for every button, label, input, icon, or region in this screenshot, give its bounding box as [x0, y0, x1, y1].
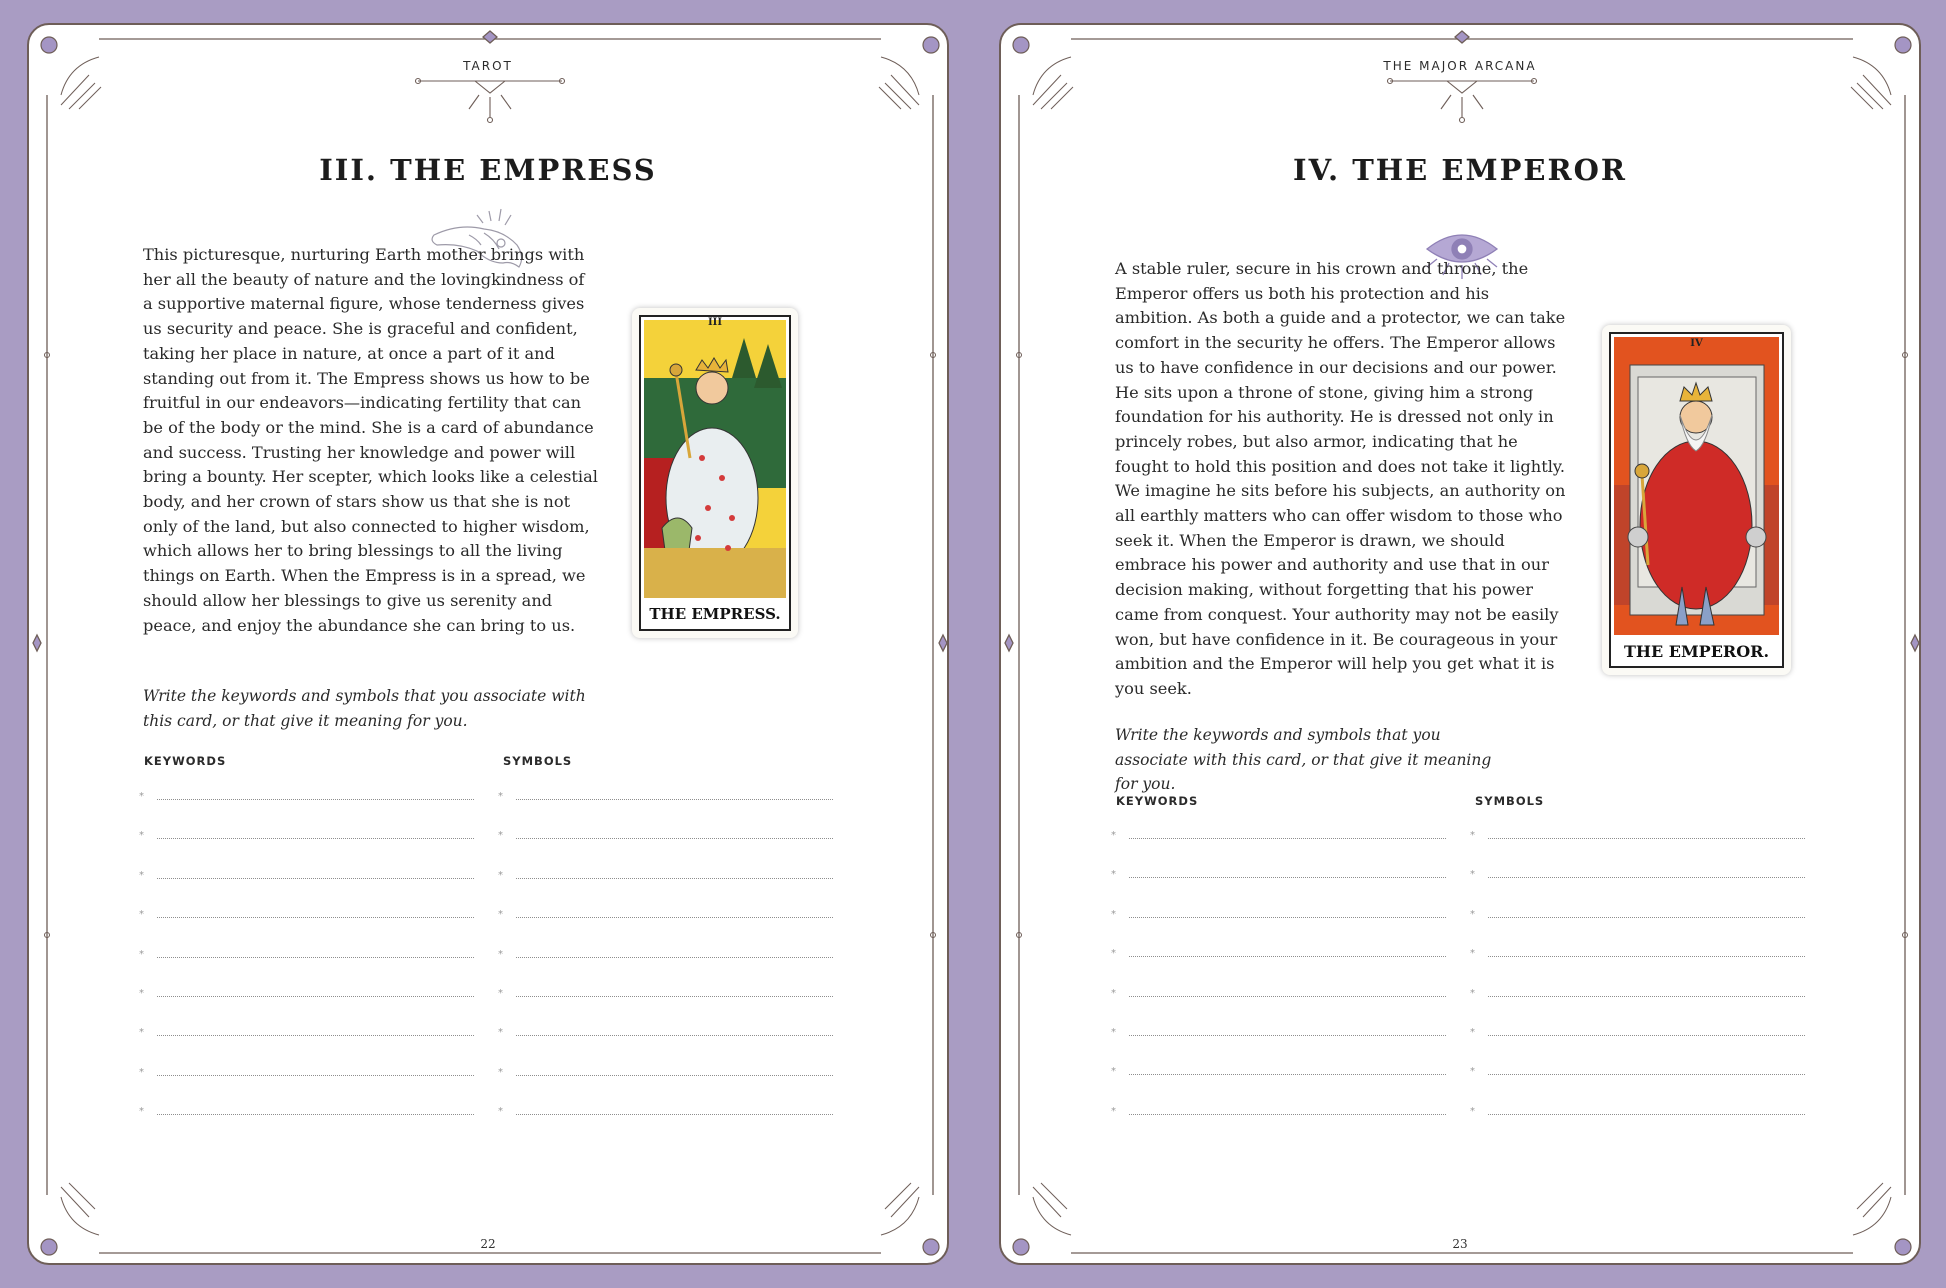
symbols-label: SYMBOLS	[1475, 794, 1545, 808]
line-bullet: *	[498, 987, 503, 999]
writing-line[interactable]	[1470, 901, 1805, 940]
dotted-rule	[1488, 1114, 1805, 1115]
dotted-rule	[157, 878, 474, 879]
dotted-rule	[516, 838, 833, 839]
dotted-rule	[516, 1075, 833, 1076]
line-bullet: *	[139, 1027, 144, 1039]
dotted-rule	[1129, 1114, 1446, 1115]
line-bullet: *	[498, 1106, 503, 1118]
writing-line[interactable]	[139, 1059, 474, 1098]
line-bullet: *	[498, 869, 503, 881]
dotted-rule	[516, 917, 833, 918]
line-bullet: *	[1111, 1105, 1116, 1117]
chapter-title: IV. THE EMPEROR	[1293, 153, 1627, 187]
keywords-label: KEYWORDS	[144, 754, 227, 768]
writing-line[interactable]	[1470, 861, 1805, 900]
dotted-rule	[1488, 917, 1805, 918]
writing-line[interactable]	[139, 941, 474, 980]
writing-line[interactable]	[1470, 940, 1805, 979]
line-bullet: *	[1111, 908, 1116, 920]
line-bullet: *	[139, 948, 144, 960]
dotted-rule	[1129, 956, 1446, 957]
writing-line[interactable]	[1111, 1098, 1446, 1137]
empress-card-illustration	[632, 308, 798, 638]
line-bullet: *	[1111, 1026, 1116, 1038]
dotted-rule	[157, 1035, 474, 1036]
dotted-rule	[1488, 1035, 1805, 1036]
dotted-rule	[1129, 877, 1446, 878]
writing-line[interactable]	[498, 941, 833, 980]
journal-prompt: Write the keywords and symbols that you associate with this card, or that give it meaning for you.	[1115, 726, 1492, 794]
line-bullet: *	[139, 791, 144, 802]
writing-line[interactable]	[498, 862, 833, 901]
line-bullet: *	[1470, 1105, 1475, 1117]
writing-line[interactable]	[1111, 940, 1446, 979]
writing-line[interactable]	[1111, 1058, 1446, 1097]
line-bullet: *	[1111, 1066, 1116, 1078]
running-head: THE MAJOR ARCANA	[1383, 59, 1537, 73]
line-bullet: *	[498, 948, 503, 960]
writing-line[interactable]	[498, 1098, 833, 1137]
line-bullet: *	[498, 1027, 503, 1039]
keywords-lines	[1111, 822, 1446, 1137]
card-numeral: IV	[1690, 338, 1703, 349]
dotted-rule	[1129, 917, 1446, 918]
writing-line[interactable]	[1111, 822, 1446, 861]
line-bullet: *	[1111, 869, 1116, 881]
symbols-lines	[498, 783, 833, 1138]
writing-line[interactable]	[498, 783, 833, 822]
writing-line[interactable]	[139, 1098, 474, 1137]
line-bullet: *	[1111, 987, 1116, 999]
writing-line[interactable]	[139, 980, 474, 1019]
dotted-rule	[157, 957, 474, 958]
dotted-rule	[1129, 996, 1446, 997]
writing-line[interactable]	[139, 1019, 474, 1058]
page-number: 22	[480, 1237, 496, 1251]
card-description: This picturesque, nurturing Earth mother brings with her all the beauty of nature and the lovingkindness of a supportive maternal figure, whose tenderness gives us security and peace. She is graceful and confident, taking her place in nature, at once a part of it and standing out from it. The Empress shows us how to be fruitful in our endeavors—indicating fertility that can be of the body or the mind. She is a card of abundance and success. Trusting her knowledge and power will bring a bounty. Her scepter, which looks like a celestial body, and her crown of stars show us that she is not only of the land, but also connected to higher wisdom, which allows her to bring blessings to all the living things on Earth. When the Empress is in a spread, we should allow her blessings to give us serenity and peace, and enjoy the abundance she can bring to us.	[143, 245, 598, 635]
dotted-rule	[516, 799, 833, 800]
line-bullet: *	[1111, 948, 1116, 960]
dotted-rule	[157, 917, 474, 918]
dotted-rule	[1129, 1074, 1446, 1075]
dotted-rule	[1129, 838, 1446, 839]
keywords-label: KEYWORDS	[1116, 794, 1199, 808]
line-bullet: *	[139, 830, 144, 842]
writing-line[interactable]	[498, 822, 833, 861]
writing-line[interactable]	[1470, 1098, 1805, 1137]
tarot-card-empress	[632, 308, 798, 638]
dotted-rule	[157, 996, 474, 997]
writing-line[interactable]	[139, 862, 474, 901]
journal-prompt: Write the keywords and symbols that you associate with this card, or that give it meaning for you.	[143, 687, 586, 730]
card-name: THE EMPEROR.	[1623, 642, 1770, 661]
line-bullet: *	[1470, 948, 1475, 960]
dotted-rule	[516, 1114, 833, 1115]
writing-line[interactable]	[1470, 822, 1805, 861]
writing-line[interactable]	[498, 1019, 833, 1058]
dotted-rule	[516, 957, 833, 958]
dotted-rule	[1488, 1074, 1805, 1075]
tarot-card-emperor	[1602, 325, 1791, 675]
line-bullet: *	[498, 1066, 503, 1078]
line-bullet: *	[1470, 987, 1475, 999]
line-bullet: *	[1111, 830, 1116, 841]
writing-line[interactable]	[139, 822, 474, 861]
writing-line[interactable]	[1111, 901, 1446, 940]
writing-line[interactable]	[1111, 861, 1446, 900]
line-bullet: *	[498, 830, 503, 842]
writing-line[interactable]	[498, 901, 833, 940]
chapter-title: III. THE EMPRESS	[319, 153, 657, 187]
line-bullet: *	[139, 869, 144, 881]
running-head: TAROT	[463, 59, 513, 73]
writing-line[interactable]	[1111, 980, 1446, 1019]
writing-line[interactable]	[1470, 980, 1805, 1019]
line-bullet: *	[139, 909, 144, 921]
line-bullet: *	[1470, 830, 1475, 841]
writing-line[interactable]	[1111, 1019, 1446, 1058]
line-bullet: *	[1470, 869, 1475, 881]
line-bullet: *	[1470, 1066, 1475, 1078]
symbols-label: SYMBOLS	[503, 754, 573, 768]
keywords-lines	[139, 783, 474, 1138]
line-bullet: *	[1470, 1026, 1475, 1038]
emperor-card-illustration	[1602, 325, 1791, 675]
dotted-rule	[516, 996, 833, 997]
line-bullet: *	[498, 909, 503, 921]
dotted-rule	[1488, 877, 1805, 878]
left-page	[27, 23, 949, 1265]
line-bullet: *	[139, 1106, 144, 1118]
dotted-rule	[516, 878, 833, 879]
dotted-rule	[1488, 838, 1805, 839]
dotted-rule	[1129, 1035, 1446, 1036]
dotted-rule	[516, 1035, 833, 1036]
dotted-rule	[157, 838, 474, 839]
writing-line[interactable]	[139, 783, 474, 822]
writing-line[interactable]	[1470, 1019, 1805, 1058]
line-bullet: *	[139, 1066, 144, 1078]
dotted-rule	[1488, 956, 1805, 957]
line-bullet: *	[139, 987, 144, 999]
dotted-rule	[157, 1114, 474, 1115]
writing-line[interactable]	[139, 901, 474, 940]
card-name: THE EMPRESS.	[649, 605, 781, 623]
dotted-rule	[157, 799, 474, 800]
writing-line[interactable]	[498, 1059, 833, 1098]
dotted-rule	[1488, 996, 1805, 997]
line-bullet: *	[498, 791, 503, 802]
symbols-lines	[1470, 822, 1805, 1137]
line-bullet: *	[1470, 908, 1475, 920]
right-page	[999, 23, 1921, 1265]
writing-line[interactable]	[498, 980, 833, 1019]
page-number: 23	[1452, 1237, 1468, 1251]
card-numeral: III	[707, 317, 723, 328]
dotted-rule	[157, 1075, 474, 1076]
writing-line[interactable]	[1470, 1058, 1805, 1097]
card-description: A stable ruler, secure in his crown and throne, the Emperor offers us both his protection and his ambition. As both a guide and a protector, we can take comfort in the security he offers. The Emperor allows us to have confidence in our decisions and our power. He sits upon a throne of stone, giving him a strong foundation for his authority. He is dressed not only in princely robes, but also armor, indicating that he fought to hold this position and does not take it lightly. We imagine he sits before his subjects, an authority on all earthly matters who can offer wisdom to those who seek it. When the Emperor is drawn, we should embrace his power and authority and use that in our decision making, without forgetting that his power came from conquest. Your authority may not be easily won, but have confidence in it. Be courageous in your ambition and the Emperor will help you get what it is you seek.	[1115, 259, 1566, 698]
